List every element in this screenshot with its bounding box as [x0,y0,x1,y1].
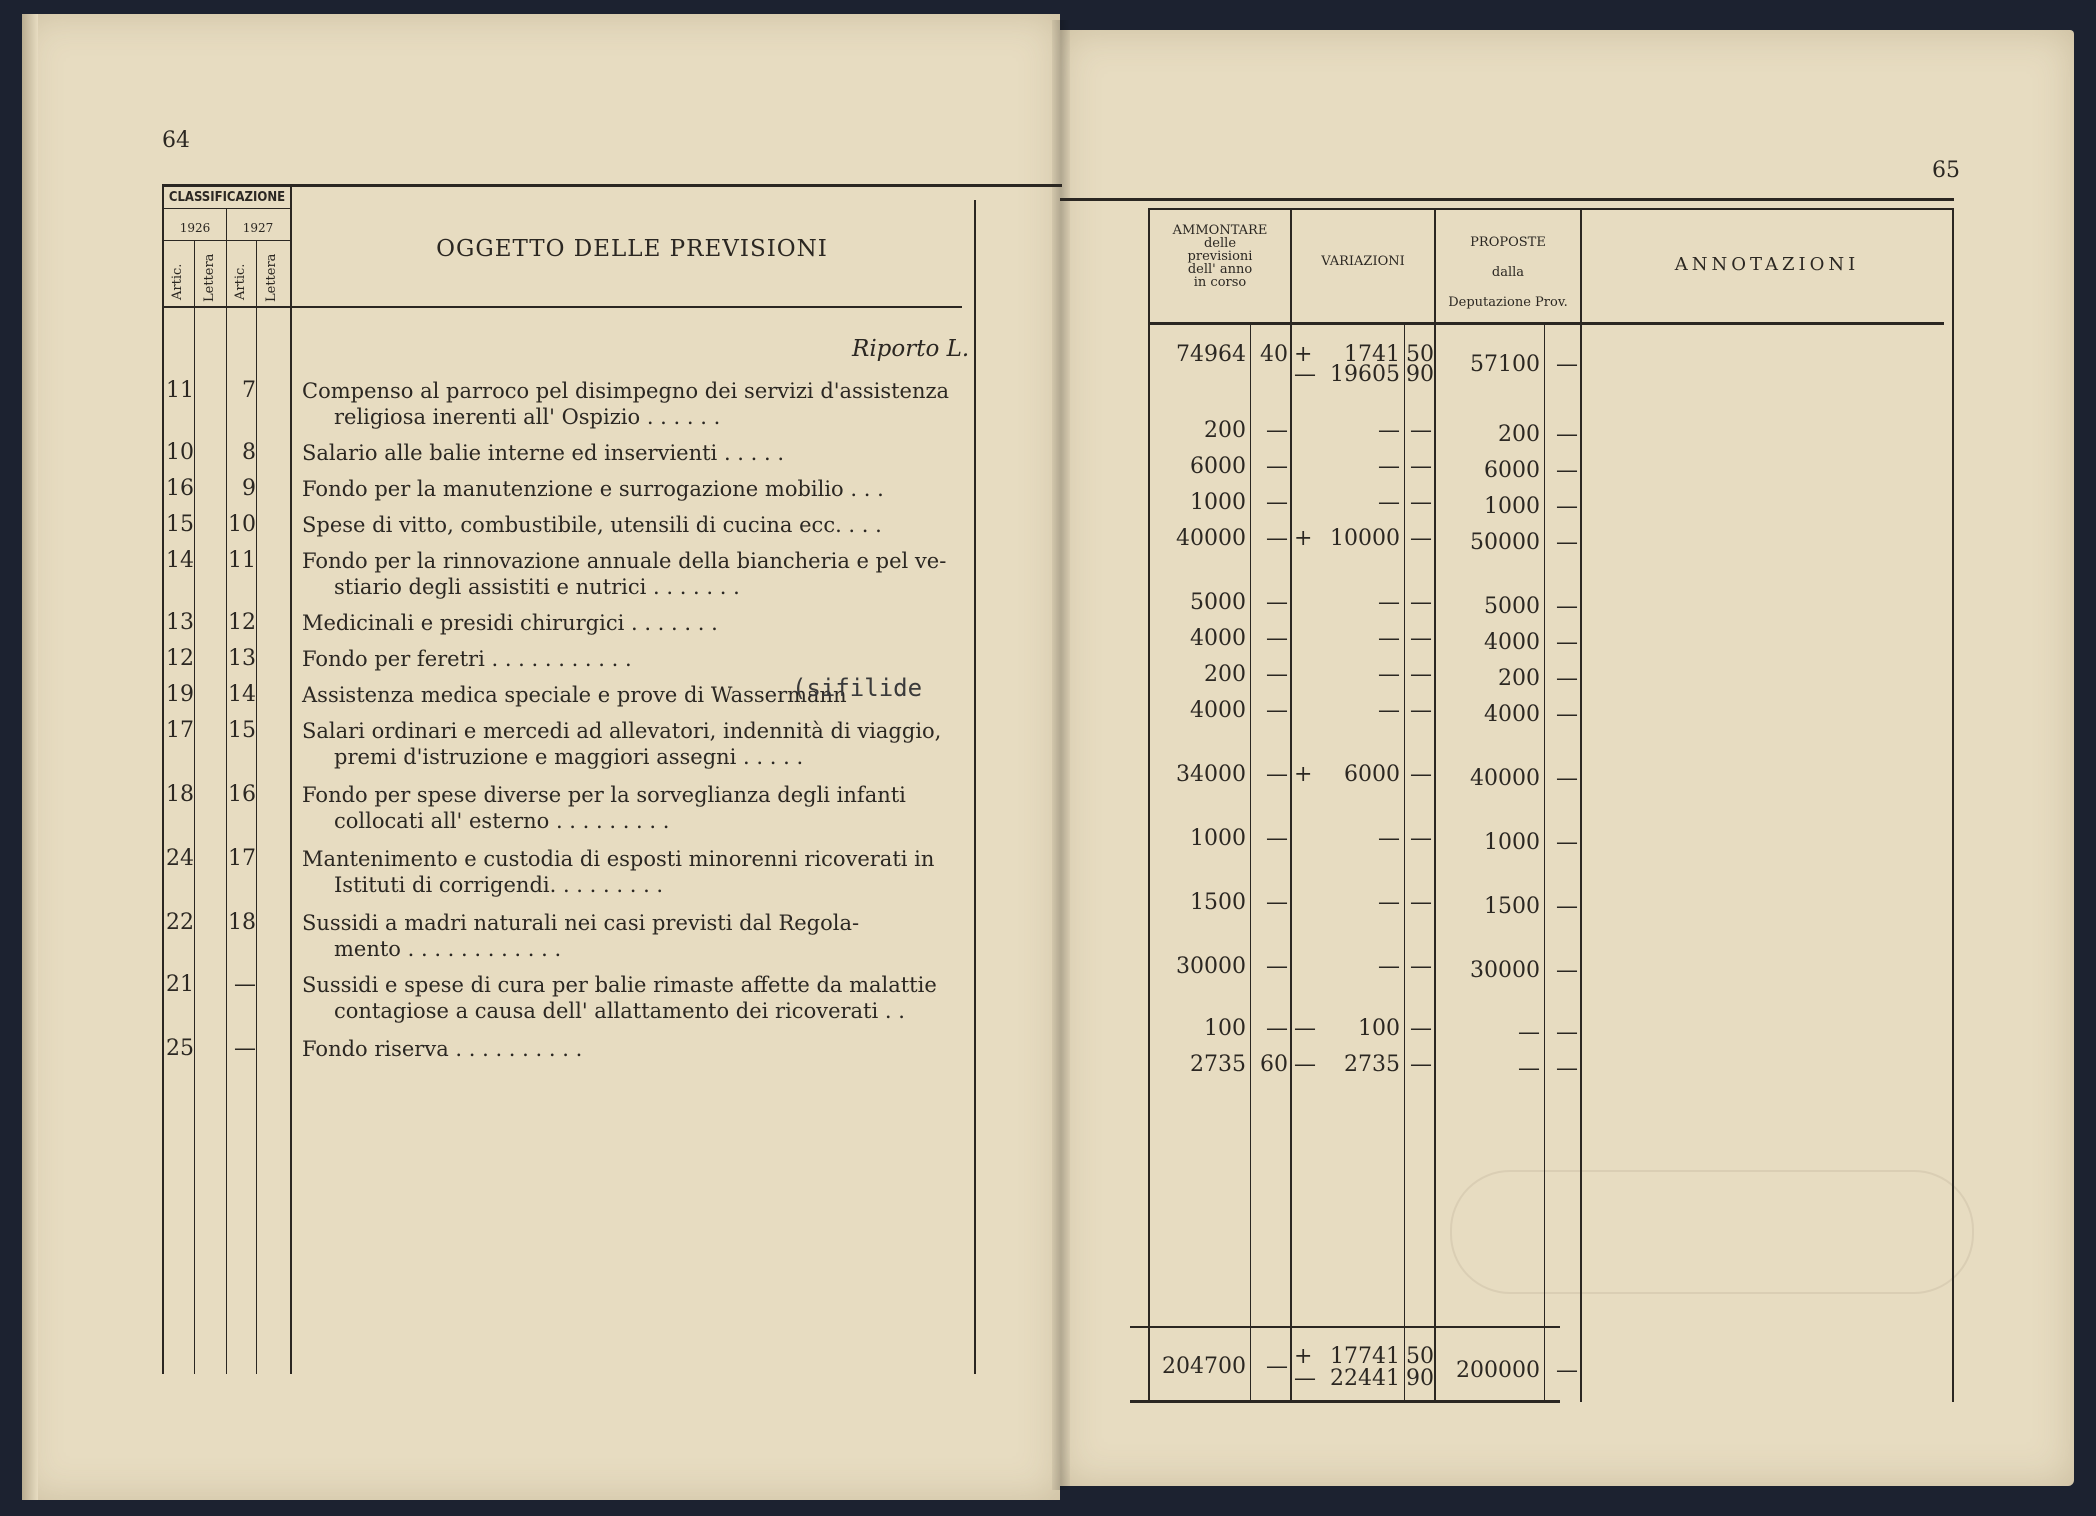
item-description: Sussidi e spese di cura per balie rimaste affette da malattie [302,973,937,997]
article-1926: 18 [166,782,194,807]
variation-value: 2735 [1344,1052,1400,1077]
proposta-cents: — [1556,630,1578,655]
ammontare-cents: 60 [1260,1052,1288,1077]
article-1926: 13 [166,610,194,635]
item-description-cont: mento . . . . . . . . . . . . [334,937,562,961]
proposta-cents: — [1556,958,1578,983]
artic-label: Artic. [233,263,248,300]
proposta-cents: — [1556,666,1578,691]
variation-cents: — [1410,826,1432,851]
article-1927: 17 [228,846,256,871]
ammontare-cents: — [1266,662,1288,687]
total-bottom-rule [1130,1400,1560,1403]
variazioni-header: VARIAZIONI [1321,254,1405,269]
ammontare-cents: 40 [1260,342,1288,367]
variation-value: 10000 [1330,526,1400,551]
article-1927: 15 [228,718,256,743]
total-top-rule [1130,1326,1560,1328]
left-page-number: 64 [162,128,190,153]
page-edge [22,14,38,1500]
ammontare-cents: — [1266,454,1288,479]
riporto-label: Riporto L. [852,336,970,362]
proposta-cents: — [1556,1020,1578,1045]
lettera-label: Lettera [202,253,217,302]
total-variation-value: 22441 [1330,1366,1400,1391]
left-col-border [162,184,164,1374]
variation-value: — [1378,698,1400,723]
variation-value: — [1378,662,1400,687]
article-1927: 10 [228,512,256,537]
ammontare-label: dell' anno [1187,262,1253,277]
variation-sign: + [1294,342,1313,367]
item-description-cont: contagiose a causa dell' allattamento dei ricoverati . . [334,999,905,1023]
variation-sign: — [1294,1052,1316,1077]
variation-value: — [1378,590,1400,615]
variation-cents: — [1410,762,1432,787]
proposta-cents: — [1556,422,1578,447]
proposta-value: — [1518,1020,1540,1045]
item-description-cont: religiosa inerenti all' Ospizio . . . . . . [334,405,721,429]
ammontare-cents: — [1266,526,1288,551]
ammontare-value: 1000 [1190,826,1246,851]
variation-cents: — [1410,490,1432,515]
ammontare-cents: — [1266,890,1288,915]
proposta-cents: — [1556,766,1578,791]
item-description: Fondo per spese diverse per la sorveglianza degli infanti [302,783,906,807]
item-description: Salario alle balie interne ed inservienti . . . . . [302,441,785,465]
proposta-value: 6000 [1484,458,1540,483]
total-variation-sign: — [1294,1366,1316,1391]
article-1926: 14 [166,548,194,573]
variation-cents: — [1410,698,1432,723]
proposte-label: Deputazione Prov. [1448,295,1568,310]
variation-value: 100 [1358,1016,1400,1041]
left-col-divider [290,184,292,1374]
ammontare-value: 74964 [1176,342,1246,367]
proposta-cents: — [1556,494,1578,519]
right-page-number: 65 [1932,158,1960,183]
table-title: OGGETTO DELLE PREVISIONI [436,236,828,262]
total-proposta-cents: — [1556,1358,1578,1383]
proposta-cents: — [1556,530,1578,555]
ammontare-cents: — [1266,490,1288,515]
item-description: Spese di vitto, combustibile, utensili di cucina ecc. . . . [302,513,882,537]
item-description: Compenso al parroco pel disimpegno dei servizi d'assistenza [302,379,950,403]
article-1927: 9 [242,476,256,501]
proposta-cents: — [1556,702,1578,727]
total-variation-cents: 90 [1406,1366,1434,1391]
article-1926: 19 [166,682,194,707]
article-1927: 18 [228,910,256,935]
left-col-divider [256,240,257,1374]
ammontare-value: 34000 [1176,762,1246,787]
proposta-value: 4000 [1484,630,1540,655]
article-1927: 11 [228,548,256,573]
ammontare-value: 1000 [1190,490,1246,515]
item-description-cont: premi d'istruzione e maggiori assegni . . . . . [334,745,804,769]
ammontare-cents: — [1266,590,1288,615]
right-col-divider [1404,322,1405,1402]
variation-value: — [1378,454,1400,479]
right-col-divider [1250,322,1251,1402]
proposta-cents: — [1556,352,1578,377]
right-col-divider [1544,322,1545,1402]
ammontare-value: 40000 [1176,526,1246,551]
item-description: Mantenimento e custodia di esposti minorenni ricoverati in [302,847,935,871]
variation-cents: — [1410,890,1432,915]
ammontare-cents: — [1266,418,1288,443]
proposta-value: 50000 [1470,530,1540,555]
variation-cents: — [1410,626,1432,651]
article-1926: 25 [166,1036,194,1061]
variation-cents: — [1410,662,1432,687]
article-1926: 21 [166,972,194,997]
variation-cents: — [1410,1052,1432,1077]
ammontare-value: 4000 [1190,698,1246,723]
ammontare-value: 2735 [1190,1052,1246,1077]
total-ammontare-cents: — [1266,1354,1288,1379]
article-1927: 14 [228,682,256,707]
year-1927: 1927 [242,221,274,235]
ammontare-cents: — [1266,1016,1288,1041]
variation-sign: + [1294,762,1313,787]
proposta-value: 1500 [1484,894,1540,919]
variation-value: 6000 [1344,762,1400,787]
variation-cents: — [1410,1016,1432,1041]
variation-cents: — [1410,418,1432,443]
variation-value: — [1378,418,1400,443]
item-description: Fondo per feretri . . . . . . . . . . . [302,647,632,671]
proposte-label: dalla [1491,265,1525,280]
ammontare-value: 30000 [1176,954,1246,979]
variation-sign: + [1294,526,1313,551]
ammontare-label: AMMONTARE [1172,223,1268,238]
article-1927: — [234,1036,256,1061]
item-description: Fondo riserva . . . . . . . . . . [302,1037,583,1061]
proposta-value: 40000 [1470,766,1540,791]
proposta-cents: — [1556,830,1578,855]
variation-value: — [1378,626,1400,651]
variation-cents: — [1410,454,1432,479]
variation-cents: — [1410,526,1432,551]
item-description: Sussidi a madri naturali nei casi previsti dal Regola- [302,911,860,935]
left-header-rule [162,240,290,241]
right-col-border [1952,208,1954,1402]
article-1927: 7 [242,378,256,403]
variation-value: 1741 [1344,342,1400,367]
left-col-divider [194,240,195,1374]
total-variation-value: 17741 [1330,1344,1400,1369]
article-1926: 11 [166,378,194,403]
book-fold [1052,20,1070,1490]
right-col-divider [1580,208,1582,1402]
ammontare-cents: — [1266,626,1288,651]
lettera-label: Lettera [264,253,279,302]
ammontare-value: 200 [1204,662,1246,687]
proposta-value: 200 [1498,422,1540,447]
variation-cents: — [1410,590,1432,615]
article-1927: — [234,972,256,997]
item-description: Fondo per la rinnovazione annuale della biancheria e pel ve- [302,549,947,573]
proposta-value: 5000 [1484,594,1540,619]
item-description: Salari ordinari e mercedi ad allevatori, indennità di viaggio, [302,719,942,743]
ammontare-label: in corso [1193,275,1247,290]
ammontare-header [1150,224,1290,289]
proposta-cents: — [1556,894,1578,919]
classification-header: CLASSIFICAZIONE [168,190,286,205]
item-description-cont: stiario degli assistiti e nutrici . . . . . . . [334,575,740,599]
proposte-header [1436,228,1580,318]
left-header-rule [162,208,290,209]
annotazioni-header: ANNOTAZIONI [1674,254,1860,275]
right-col-divider [1434,208,1436,1402]
variation-cents: 50 [1406,342,1434,367]
right-header-top-rule [1148,208,1954,210]
ammontare-cents: — [1266,698,1288,723]
variation-value: — [1378,490,1400,515]
ammontare-cents: — [1266,954,1288,979]
ammontare-value: 200 [1204,418,1246,443]
proposta-value: 4000 [1484,702,1540,727]
total-ammontare: 204700 [1162,1354,1246,1379]
artic-label: Artic. [170,263,185,300]
proposta-cents: — [1556,594,1578,619]
variation-sign: — [1294,362,1316,387]
variation-sign: — [1294,1016,1316,1041]
ammontare-label: delle [1203,236,1237,251]
item-description: Medicinali e presidi chirurgici . . . . . . . [302,611,718,635]
right-col-border [1148,208,1150,1402]
article-1926: 10 [166,440,194,465]
ammontare-label: previsioni [1187,249,1253,264]
left-top-rule [162,184,1062,187]
article-1927: 8 [242,440,256,465]
ammontare-value: 5000 [1190,590,1246,615]
variation-cents: 90 [1406,362,1434,387]
variation-value: — [1378,890,1400,915]
proposta-value: 57100 [1470,352,1540,377]
item-description-cont: Istituti di corrigendi. . . . . . . . . [334,873,664,897]
proposta-value: — [1518,1056,1540,1081]
ammontare-cents: — [1266,762,1288,787]
article-1926: 12 [166,646,194,671]
total-proposta: 200000 [1456,1358,1540,1383]
article-1926: 24 [166,846,194,871]
variation-value: — [1378,826,1400,851]
item-description-cont: collocati all' esterno . . . . . . . . . [334,809,670,833]
ammontare-cents: — [1266,826,1288,851]
total-variation-sign: + [1294,1344,1313,1369]
proposta-value: 1000 [1484,830,1540,855]
variation-value: — [1378,954,1400,979]
bleed-through-stamp [1450,1170,1974,1294]
right-header-bottom-rule [1148,322,1944,325]
article-1927: 13 [228,646,256,671]
variation-value: 19605 [1330,362,1400,387]
article-1926: 16 [166,476,194,501]
ammontare-value: 1500 [1190,890,1246,915]
item-description: Assistenza medica speciale e prove di Wassermann [302,683,847,707]
variation-cents: — [1410,954,1432,979]
item-description: Fondo per la manutenzione e surrogazione mobilio . . . [302,477,884,501]
right-top-rule [1060,198,1954,201]
article-1926: 17 [166,718,194,743]
ammontare-value: 100 [1204,1016,1246,1041]
total-variation-cents: 50 [1406,1344,1434,1369]
article-1926: 22 [166,910,194,935]
article-1926: 15 [166,512,194,537]
left-col-divider [974,200,976,1374]
year-1926: 1926 [179,221,211,235]
proposta-cents: — [1556,1056,1578,1081]
proposta-value: 200 [1498,666,1540,691]
ammontare-value: 4000 [1190,626,1246,651]
article-1927: 16 [228,782,256,807]
proposta-value: 30000 [1470,958,1540,983]
proposta-value: 1000 [1484,494,1540,519]
proposte-label: PROPOSTE [1470,235,1546,250]
ammontare-value: 6000 [1190,454,1246,479]
right-col-divider [1290,208,1292,1402]
article-1927: 12 [228,610,256,635]
proposta-cents: — [1556,458,1578,483]
handwritten-note: (sifilide [792,674,923,702]
left-header-bottom-rule [162,306,962,308]
